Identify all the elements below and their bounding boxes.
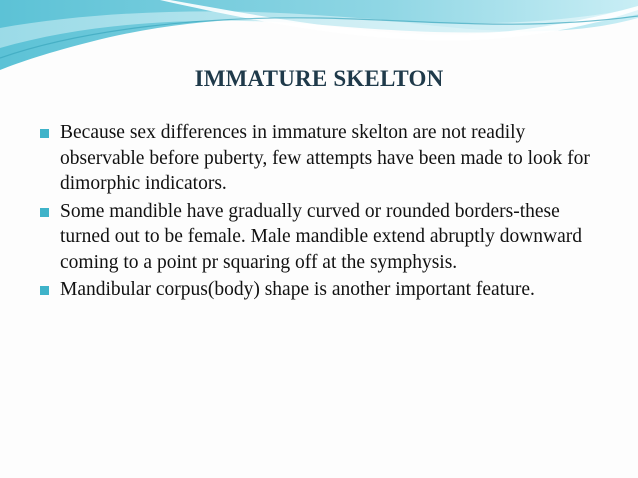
bullet-text: Some mandible have gradually curved or rounded borders-these turned out to be female. Male mandible extend abruptly downward coming to a point pr squaring off at the symphysis. <box>60 200 583 273</box>
square-bullet-icon <box>40 286 49 295</box>
bullet-item <box>38 277 598 303</box>
bullet-item <box>38 199 598 276</box>
square-bullet-icon <box>40 129 49 138</box>
bullet-item <box>38 120 598 197</box>
slide-title: IMMATURE SKELTON <box>194 66 444 91</box>
square-bullet-icon <box>40 208 49 217</box>
bullet-list <box>38 120 598 305</box>
bullet-text: Because sex differences in immature skelton are not readily observable before puberty, few attempts have been made to look for dimorphic indicators. <box>60 122 590 194</box>
top-wave-decoration <box>0 0 638 75</box>
bullet-text: Mandibular corpus(body) shape is another important feature. <box>60 279 535 300</box>
